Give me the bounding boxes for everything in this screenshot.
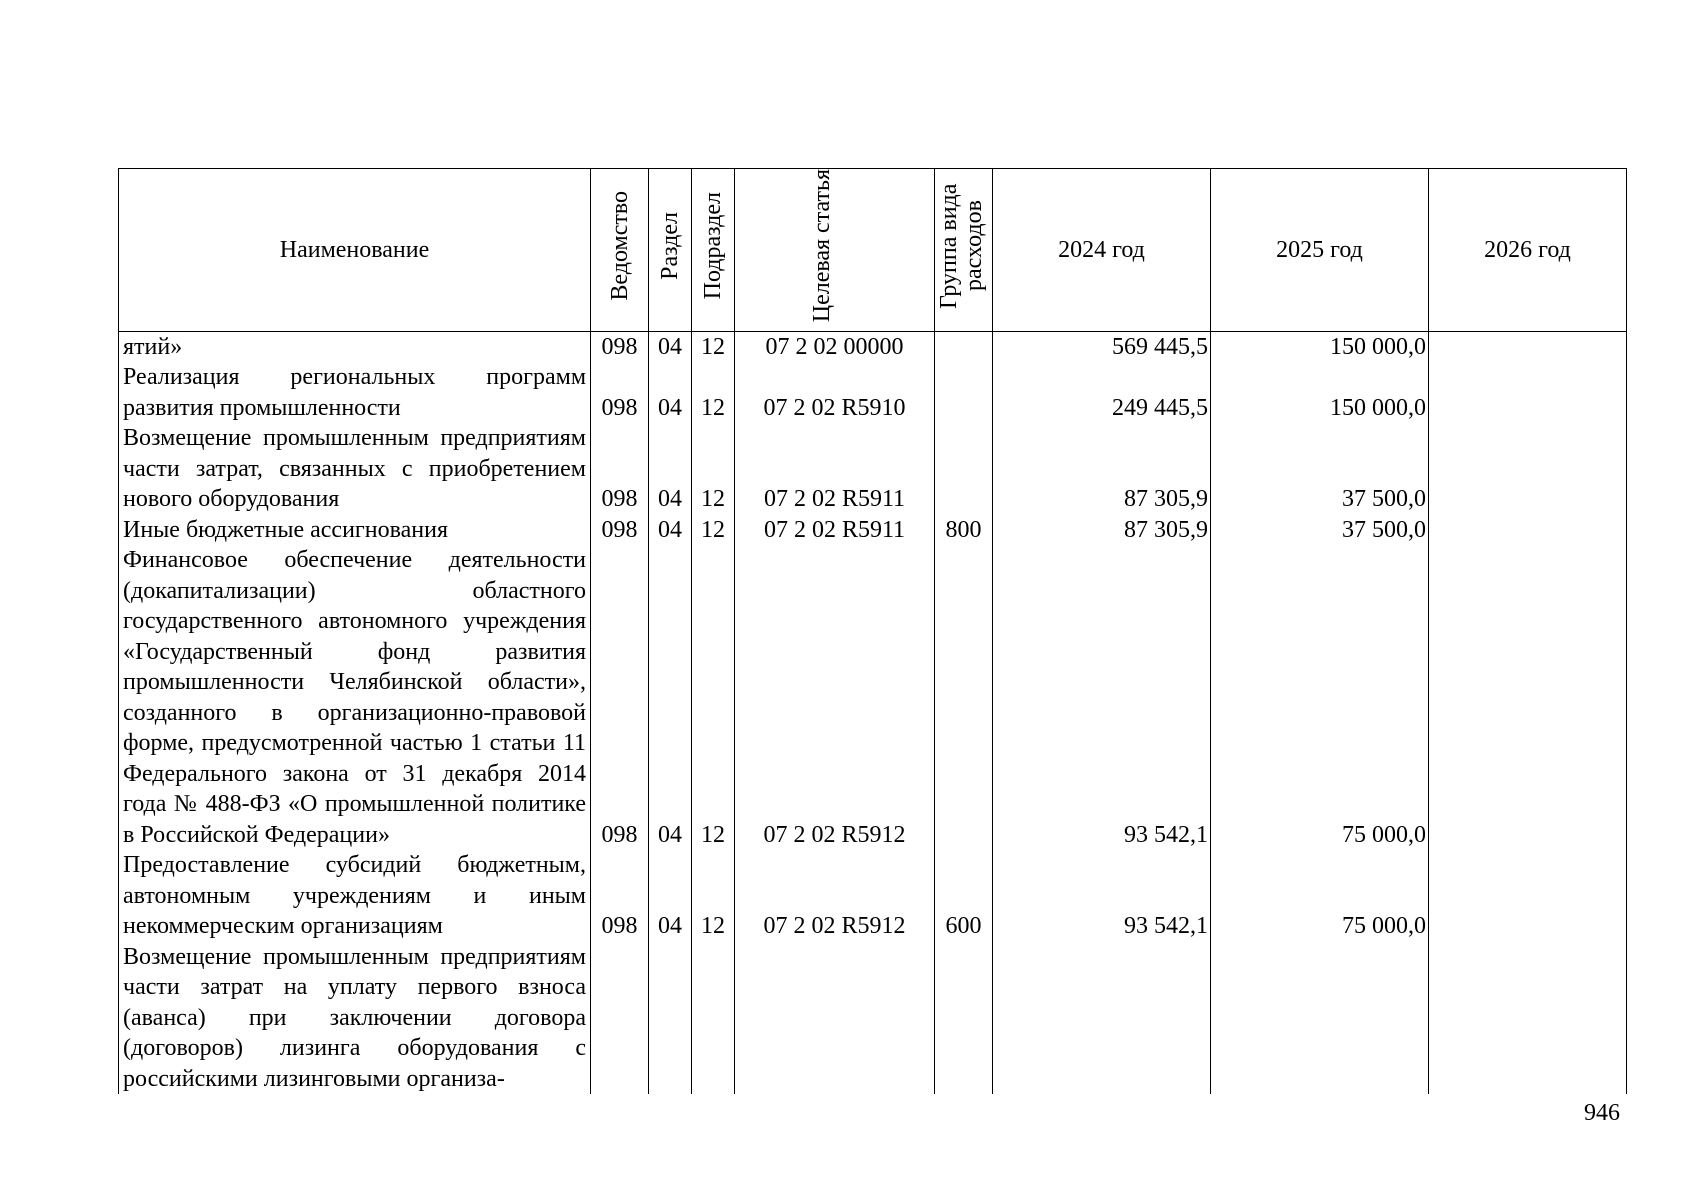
table-row	[119, 362, 1627, 423]
cell-subsection: 12	[692, 362, 735, 423]
header-2026: 2026 год	[1429, 169, 1627, 332]
cell-subsection	[692, 942, 735, 1095]
cell-section: 04	[649, 515, 692, 546]
cell-subsection: 12	[692, 545, 735, 850]
cell-target-article: 07 2 02 00000	[735, 331, 935, 362]
cell-2026	[1429, 545, 1627, 850]
cell-ministry: 098	[591, 545, 649, 850]
cell-2026	[1429, 515, 1627, 546]
cell-ministry	[591, 942, 649, 1095]
cell-section: 04	[649, 331, 692, 362]
cell-section: 04	[649, 362, 692, 423]
cell-name: Финансовое обеспечение деятельности (докапитализации) областного государственного автономного учреждения «Государственный фонд развития промышленности Челябинской области», созданного в организационно-правовой форме, предусмотренной частью 1 статьи 11 Федерального закона от 31 декабря 2014 года № 488-ФЗ «О промышленной политике в Российской Федерации»	[119, 545, 591, 850]
cell-2026	[1429, 942, 1627, 1095]
header-name: Наименование	[119, 169, 591, 332]
cell-ministry: 098	[591, 423, 649, 515]
cell-ministry: 098	[591, 850, 649, 942]
cell-target-article: 07 2 02 R5912	[735, 545, 935, 850]
cell-name: ятий»	[119, 331, 591, 362]
header-section: Раздел	[649, 169, 692, 332]
cell-2026	[1429, 362, 1627, 423]
cell-subsection: 12	[692, 515, 735, 546]
cell-name: Возмещение промышленным предприятиям части затрат на уплату первого взноса (аванса) при заключении договора (договоров) лизинга оборудования с российскими лизинговыми организа-	[119, 942, 591, 1095]
header-2024: 2024 год	[993, 169, 1211, 332]
cell-section: 04	[649, 545, 692, 850]
cell-name: Предоставление субсидий бюджетным, автономным учреждениям и иным некоммерческим организациям	[119, 850, 591, 942]
cell-ministry: 098	[591, 331, 649, 362]
table-row	[119, 423, 1627, 515]
cell-expense-group	[935, 362, 993, 423]
table-header-row	[119, 169, 1627, 332]
table-row	[119, 515, 1627, 546]
cell-expense-group	[935, 331, 993, 362]
cell-expense-group: 600	[935, 850, 993, 942]
cell-name: Реализация региональных программ развития промышленности	[119, 362, 591, 423]
cell-2025: 75 000,0	[1211, 545, 1429, 850]
header-2025: 2025 год	[1211, 169, 1429, 332]
cell-2024: 93 542,1	[993, 545, 1211, 850]
cell-expense-group: 800	[935, 515, 993, 546]
cell-2026	[1429, 850, 1627, 942]
cell-2026	[1429, 331, 1627, 362]
cell-expense-group	[935, 942, 993, 1095]
cell-2024: 87 305,9	[993, 515, 1211, 546]
header-ministry: Ведомство	[591, 169, 649, 332]
budget-table	[118, 168, 1627, 1094]
cell-2025: 37 500,0	[1211, 515, 1429, 546]
page-number: 946	[1584, 1100, 1620, 1126]
cell-2026	[1429, 423, 1627, 515]
cell-section: 04	[649, 423, 692, 515]
cell-section: 04	[649, 850, 692, 942]
cell-2025: 150 000,0	[1211, 362, 1429, 423]
cell-target-article	[735, 942, 935, 1095]
table-row	[119, 331, 1627, 362]
cell-section	[649, 942, 692, 1095]
cell-2024: 569 445,5	[993, 331, 1211, 362]
table-row	[119, 545, 1627, 850]
header-target-article: Целевая статья	[735, 169, 935, 332]
table-row	[119, 942, 1627, 1095]
cell-2025	[1211, 942, 1429, 1095]
header-subsection: Подраздел	[692, 169, 735, 332]
cell-target-article: 07 2 02 R5911	[735, 423, 935, 515]
cell-ministry: 098	[591, 515, 649, 546]
cell-2025: 150 000,0	[1211, 331, 1429, 362]
header-expense-group: Группа вида расходов	[935, 169, 993, 332]
cell-2024: 87 305,9	[993, 423, 1211, 515]
cell-ministry: 098	[591, 362, 649, 423]
cell-target-article: 07 2 02 R5910	[735, 362, 935, 423]
cell-subsection: 12	[692, 423, 735, 515]
cell-name: Иные бюджетные ассигнования	[119, 515, 591, 546]
cell-2024	[993, 942, 1211, 1095]
cell-expense-group	[935, 545, 993, 850]
cell-subsection: 12	[692, 331, 735, 362]
cell-2024: 249 445,5	[993, 362, 1211, 423]
cell-subsection: 12	[692, 850, 735, 942]
cell-target-article: 07 2 02 R5912	[735, 850, 935, 942]
cell-2025: 75 000,0	[1211, 850, 1429, 942]
cell-2025: 37 500,0	[1211, 423, 1429, 515]
table-row	[119, 850, 1627, 942]
cell-2024: 93 542,1	[993, 850, 1211, 942]
cell-target-article: 07 2 02 R5911	[735, 515, 935, 546]
cell-name: Возмещение промышленным предприятиям части затрат, связанных с приобретением нового оборудования	[119, 423, 591, 515]
cell-expense-group	[935, 423, 993, 515]
